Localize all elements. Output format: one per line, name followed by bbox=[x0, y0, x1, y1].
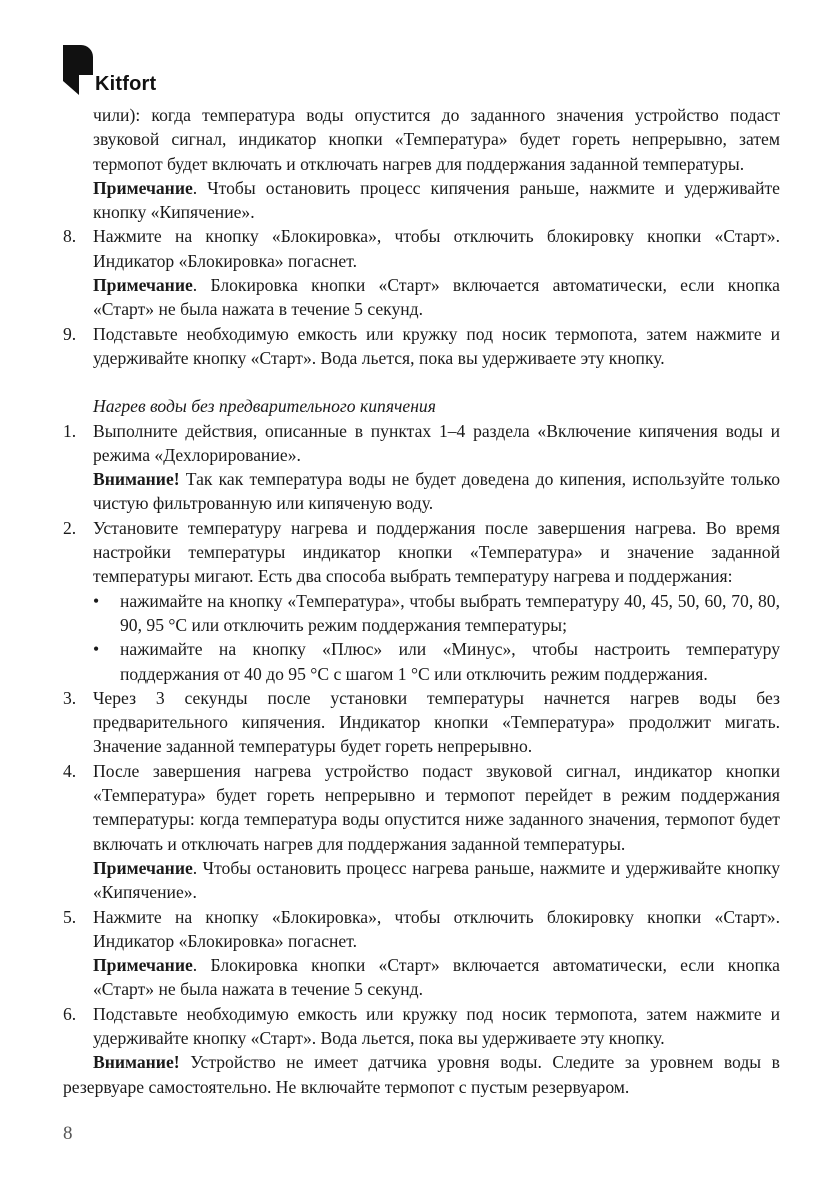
list-number: 9. bbox=[63, 323, 77, 344]
bullet-item bbox=[63, 589, 780, 638]
note-text: . Блокировка кнопки «Старт» включается автоматически, если кнопка «Старт» не была нажата в течение 5 секунд. bbox=[93, 275, 780, 320]
list-item-step-1 bbox=[63, 419, 780, 468]
page-content bbox=[63, 103, 780, 1099]
list-item-text: После завершения нагрева устройство подаст звуковой сигнал, индикатор кнопки «Температура» будет гореть непрерывно и термопот перейдет в режим поддержания температуры: когда температура воды опустится ниже заданного значения, термопот будет включать и отключать нагрев для поддержания заданной температуры. bbox=[93, 760, 780, 854]
list-number: 2. bbox=[63, 517, 77, 538]
note-label: Примечание bbox=[93, 177, 193, 198]
note-paragraph bbox=[63, 273, 780, 322]
note-paragraph bbox=[63, 856, 780, 905]
list-item-step-5 bbox=[63, 905, 780, 954]
list-item-step-8 bbox=[63, 224, 780, 273]
bullet-text: нажимайте на кнопку «Плюс» или «Минус», чтобы настроить температуру поддержания от 40 до 95 °C с шагом 1 °C или отключить режим поддержания. bbox=[120, 639, 780, 684]
attention-paragraph bbox=[63, 1050, 780, 1099]
page-number: 8 bbox=[63, 1123, 73, 1144]
note-label: Примечание bbox=[93, 275, 193, 296]
section-subheading: Нагрев воды без предварительного кипячения bbox=[93, 396, 436, 417]
brand-name: Kitfort bbox=[95, 73, 157, 95]
list-item-step-6 bbox=[63, 1002, 780, 1051]
bullet-icon: • bbox=[93, 639, 100, 660]
attention-text: Так как температура воды не будет доведена до кипения, используйте только чистую фильтрованную или кипяченую воду. bbox=[93, 469, 780, 514]
list-number: 5. bbox=[63, 906, 77, 927]
spacer bbox=[63, 370, 780, 394]
bullet-text: нажимайте на кнопку «Температура», чтобы выбрать температуру 40, 45, 50, 60, 70, 80, 90, 95 °C или отключить режим поддержания температуры; bbox=[120, 590, 780, 635]
list-item-step-9 bbox=[63, 322, 780, 371]
list-number: 4. bbox=[63, 760, 77, 781]
list-item-text: Выполните действия, описанные в пунктах 1–4 раздела «Включение кипячения воды и режима «Дехлорирование». bbox=[93, 420, 780, 465]
list-item-step-2 bbox=[63, 516, 780, 589]
note-label: Примечание bbox=[93, 955, 193, 976]
note-text: . Блокировка кнопки «Старт» включается автоматически, если кнопка «Старт» не была нажата в течение 5 секунд. bbox=[93, 955, 780, 1000]
list-item-text: Подставьте необходимую емкость или кружку под носик термопота, затем нажмите и удерживайте кнопку «Старт». Вода льется, пока вы удерживаете эту кнопку. bbox=[93, 323, 780, 368]
attention-label: Внимание! bbox=[93, 469, 180, 490]
list-item-step-4 bbox=[63, 759, 780, 856]
kitfort-logo-icon bbox=[63, 45, 93, 95]
attention-text: Устройство не имеет датчика уровня воды. Следите за уровнем воды в резервуаре самостоятельно. Не включайте термопот с пустым резервуаром. bbox=[63, 1052, 780, 1097]
list-number: 6. bbox=[63, 1003, 77, 1024]
attention-label: Внимание! bbox=[93, 1052, 180, 1073]
list-number: 3. bbox=[63, 687, 77, 708]
list-number: 8. bbox=[63, 226, 77, 247]
list-item-text: Установите температуру нагрева и поддержания после завершения нагрева. Во время настройки температуры индикатор кнопки «Температура» и значение заданной температуры мигают. Есть два способа выбрать температуру нагрева и поддержания: bbox=[93, 517, 780, 587]
note-paragraph bbox=[63, 953, 780, 1002]
attention-paragraph bbox=[63, 467, 780, 516]
note-label: Примечание bbox=[93, 857, 193, 878]
list-number: 1. bbox=[63, 420, 77, 441]
list-item-step-3 bbox=[63, 686, 780, 759]
paragraph-continuation: чили): когда температура воды опустится до заданного значения устройство подаст звуковой сигнал, индикатор кнопки «Температура» будет гореть непрерывно, затем термопот будет включать и отключать нагрев для поддержания заданной температуры. bbox=[93, 105, 780, 174]
bullet-item bbox=[63, 637, 780, 686]
note-text: . Чтобы остановить процесс кипячения раньше, нажмите и удерживайте кнопку «Кипячение». bbox=[93, 177, 780, 223]
bullet-icon: • bbox=[93, 590, 100, 611]
list-item-text: Нажмите на кнопку «Блокировка», чтобы отключить блокировку кнопки «Старт». Индикатор «Блокировка» погаснет. bbox=[93, 226, 780, 271]
list-item-text: Через 3 секунды после установки температуры начнется нагрев воды без предварительного кипячения. Индикатор кнопки «Температура» продолжит мигать. Значение заданной температуры будет гореть непрерывно. bbox=[93, 687, 780, 757]
note-paragraph bbox=[63, 176, 780, 225]
list-item-text: Нажмите на кнопку «Блокировка», чтобы отключить блокировку кнопки «Старт». Индикатор «Блокировка» погаснет. bbox=[93, 906, 780, 951]
list-item-text: Подставьте необходимую емкость или кружку под носик термопота, затем нажмите и удерживайте кнопку «Старт». Вода льется, пока вы удерживаете эту кнопку. bbox=[93, 1003, 780, 1048]
note-text: . Чтобы остановить процесс нагрева раньше, нажмите и удерживайте кнопку «Кипячение». bbox=[93, 857, 780, 903]
